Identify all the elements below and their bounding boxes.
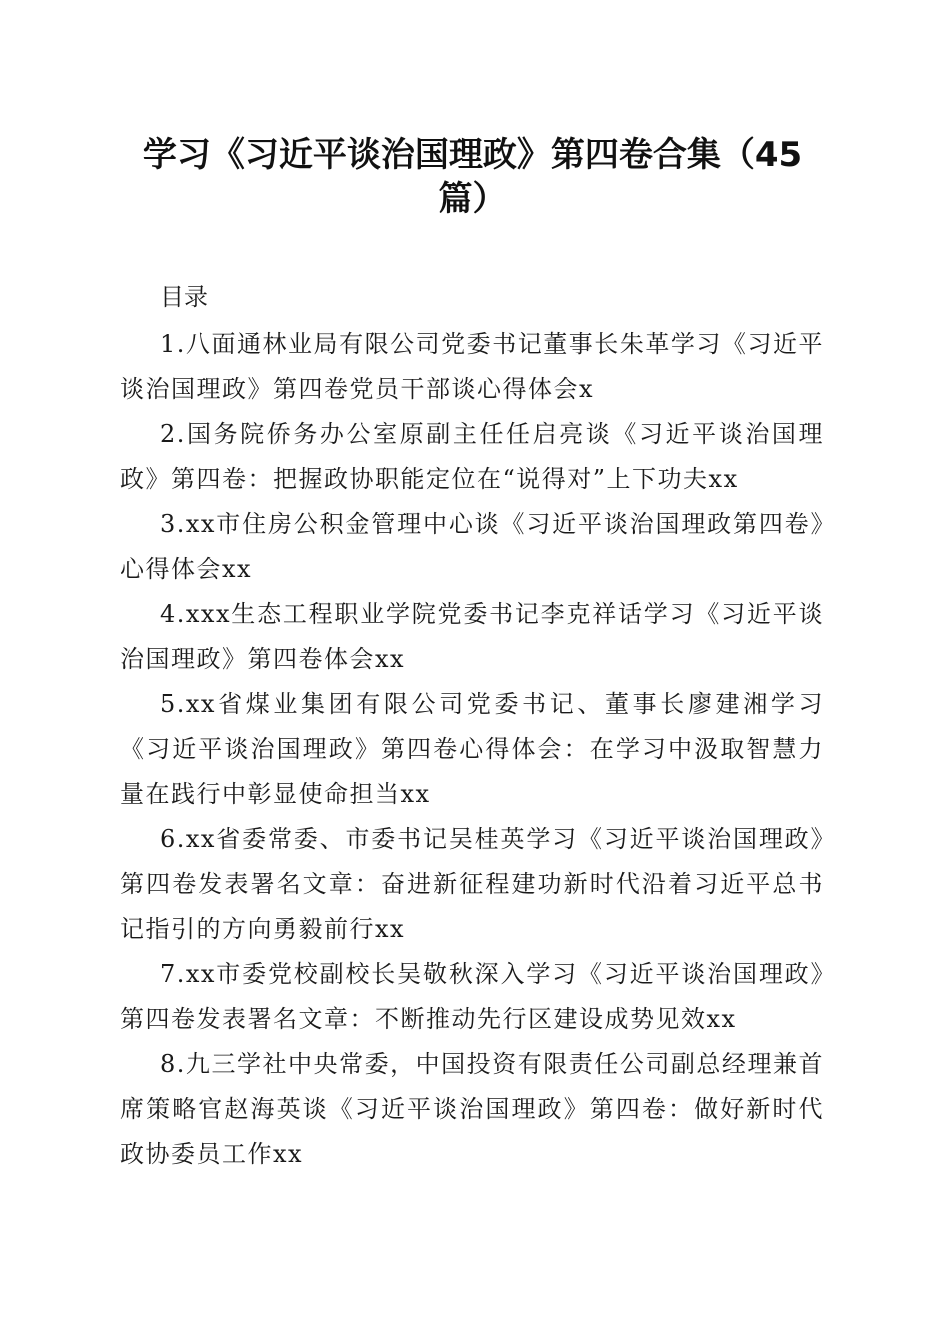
toc-item-3: 3.xx市住房公积金管理中心谈《习近平谈治国理政第四卷》心得体会xx [120,510,824,583]
document-title: 学习《习近平谈治国理政》第四卷合集（45篇） [142,135,803,219]
toc-item-8: 8.九三学社中央常委，中国投资有限责任公司副总经理兼首席策略官赵海英谈《习近平谈治国理政》第四卷：做好新时代政协委员工作xx [120,1050,824,1168]
toc-item-1: 1.八面通林业局有限公司党委书记董事长朱革学习《习近平谈治国理政》第四卷党员干部谈心得体会x [120,330,824,403]
toc-heading: 目录 [160,283,208,311]
toc-item-4: 4.xxx生态工程职业学院党委书记李克祥话学习《习近平谈治国理政》第四卷体会xx [120,600,824,673]
toc-item-6: 6.xx省委常委、市委书记吴桂英学习《习近平谈治国理政》第四卷发表署名文章：奋进新征程建功新时代沿着习近平总书记指引的方向勇毅前行xx [120,825,824,943]
toc-item-7: 7.xx市委党校副校长吴敬秋深入学习《习近平谈治国理政》第四卷发表署名文章：不断推动先行区建设成势见效xx [120,960,824,1033]
toc-item-5: 5.xx省煤业集团有限公司党委书记、董事长廖建湘学习《习近平谈治国理政》第四卷心得体会：在学习中汲取智慧力量在践行中彰显使命担当xx [120,690,824,808]
toc-item-2: 2.国务院侨务办公室原副主任任启亮谈《习近平谈治国理政》第四卷：把握政协职能定位在“说得对”上下功夫xx [120,420,824,493]
table-of-contents [120,322,824,1177]
